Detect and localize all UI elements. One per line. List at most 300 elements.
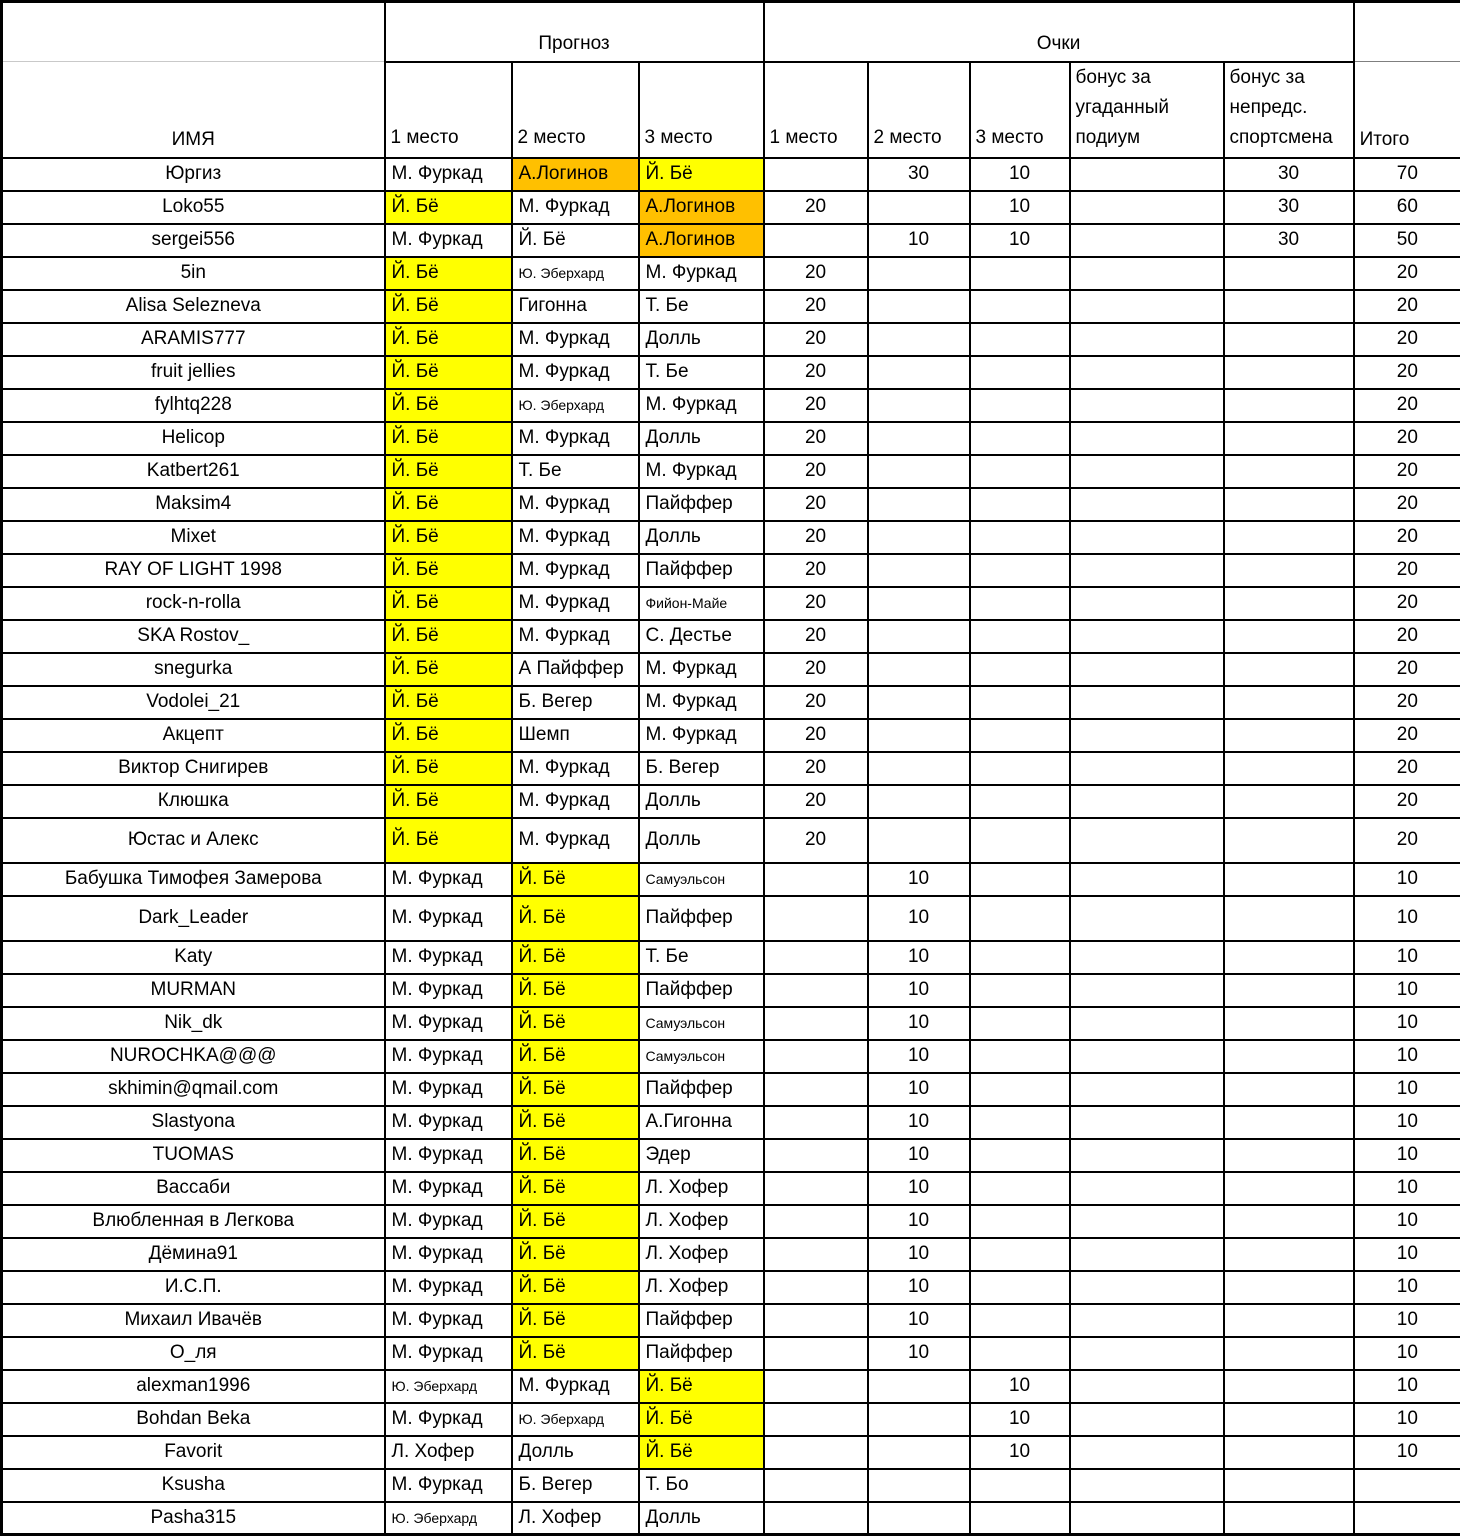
bonus-unpredicted-cell	[1224, 785, 1354, 818]
prediction-place3-cell: Пайффер	[639, 488, 764, 521]
prediction-place2-cell: Й. Бё	[512, 1139, 639, 1172]
subheader-points-place1: 1 место	[764, 62, 868, 158]
points-place2-cell	[868, 1403, 970, 1436]
points-place3-cell	[970, 719, 1070, 752]
points-place1-cell	[764, 1172, 868, 1205]
prediction-place1-cell: Й. Бё	[385, 719, 512, 752]
prediction-place1-cell: Й. Бё	[385, 488, 512, 521]
prediction-place2-cell: М. Фуркад	[512, 323, 639, 356]
prediction-place1-cell: М. Фуркад	[385, 1139, 512, 1172]
points-place3-cell	[970, 1238, 1070, 1271]
prediction-place3-cell: Т. Бе	[639, 941, 764, 974]
prediction-place3-cell: С. Дестье	[639, 620, 764, 653]
prediction-place3-cell: Самуэльсон	[639, 1007, 764, 1040]
player-name-cell: rock-n-rolla	[2, 587, 385, 620]
total-cell: 50	[1354, 224, 1460, 257]
bonus-unpredicted-cell	[1224, 488, 1354, 521]
points-place2-cell	[868, 389, 970, 422]
prediction-place2-cell: М. Фуркад	[512, 554, 639, 587]
points-place2-cell: 30	[868, 158, 970, 191]
bonus-podium-cell	[1070, 1139, 1224, 1172]
points-place2-cell	[868, 686, 970, 719]
points-place2-cell	[868, 1469, 970, 1502]
bonus-podium-cell	[1070, 521, 1224, 554]
player-name-cell: О_ля	[2, 1337, 385, 1370]
prediction-place2-cell: Й. Бё	[512, 941, 639, 974]
player-name-cell: Pasha315	[2, 1502, 385, 1535]
section-header-points: Очки	[764, 2, 1354, 62]
header-row-sections	[2, 2, 1460, 62]
prediction-place3-cell: Пайффер	[639, 1337, 764, 1370]
points-place3-cell	[970, 896, 1070, 941]
total-cell: 10	[1354, 1205, 1460, 1238]
points-place2-cell	[868, 488, 970, 521]
player-name-cell: alexman1996	[2, 1370, 385, 1403]
prediction-place1-cell: М. Фуркад	[385, 158, 512, 191]
col-header-total-label: Итого	[1359, 128, 1410, 150]
bonus-unpredicted-cell: 30	[1224, 224, 1354, 257]
bonus-unpredicted-cell	[1224, 422, 1354, 455]
points-place1-cell: 20	[764, 257, 868, 290]
prediction-place1-cell: М. Фуркад	[385, 1172, 512, 1205]
player-name-cell: SKA Rostov_	[2, 620, 385, 653]
prediction-place1-cell: М. Фуркад	[385, 1469, 512, 1502]
table-row	[2, 158, 1460, 191]
prediction-place2-cell: М. Фуркад	[512, 1370, 639, 1403]
total-cell: 20	[1354, 785, 1460, 818]
total-cell: 10	[1354, 1403, 1460, 1436]
points-place2-cell	[868, 455, 970, 488]
prediction-place2-cell: Ю. Эберхард	[512, 1403, 639, 1436]
bonus-unpredicted-cell	[1224, 896, 1354, 941]
bonus-podium-cell	[1070, 1238, 1224, 1271]
total-cell: 20	[1354, 356, 1460, 389]
points-place3-cell: 10	[970, 224, 1070, 257]
prediction-place2-cell: Гигонна	[512, 290, 639, 323]
col-header-name	[2, 2, 385, 158]
bonus-podium-cell	[1070, 818, 1224, 863]
bonus-unpredicted-cell: 30	[1224, 191, 1354, 224]
prediction-place1-cell: Й. Бё	[385, 389, 512, 422]
points-place2-cell: 10	[868, 224, 970, 257]
bonus-unpredicted-cell	[1224, 1073, 1354, 1106]
points-place1-cell: 20	[764, 488, 868, 521]
player-name-cell: fylhtq228	[2, 389, 385, 422]
bonus-unpredicted-cell	[1224, 1139, 1354, 1172]
player-name-cell: Katy	[2, 941, 385, 974]
table-row	[2, 653, 1460, 686]
prediction-place3-cell: Т. Бе	[639, 290, 764, 323]
prediction-place3-cell: Пайффер	[639, 896, 764, 941]
player-name-cell: snegurka	[2, 653, 385, 686]
table-row	[2, 818, 1460, 863]
subheader-bonus-podium: бонус за угаданный подиум	[1070, 62, 1224, 158]
points-place3-cell	[970, 686, 1070, 719]
table-row	[2, 1007, 1460, 1040]
points-place1-cell	[764, 224, 868, 257]
points-place2-cell: 10	[868, 1304, 970, 1337]
points-place2-cell	[868, 257, 970, 290]
player-name-cell: Slastyona	[2, 1106, 385, 1139]
player-name-cell: skhimin@qmail.com	[2, 1073, 385, 1106]
points-place2-cell: 10	[868, 1172, 970, 1205]
bonus-podium-cell	[1070, 290, 1224, 323]
points-place3-cell: 10	[970, 191, 1070, 224]
bonus-unpredicted-cell	[1224, 257, 1354, 290]
player-name-cell: Виктор Снигирев	[2, 752, 385, 785]
player-name-cell: Loko55	[2, 191, 385, 224]
total-cell	[1354, 1469, 1460, 1502]
prediction-place2-cell: М. Фуркад	[512, 422, 639, 455]
points-place1-cell	[764, 941, 868, 974]
total-cell	[1354, 1502, 1460, 1535]
total-cell: 10	[1354, 1073, 1460, 1106]
points-place2-cell	[868, 323, 970, 356]
points-place3-cell	[970, 323, 1070, 356]
bonus-podium-cell	[1070, 1436, 1224, 1469]
points-place3-cell	[970, 290, 1070, 323]
bonus-podium-cell	[1070, 1073, 1224, 1106]
prediction-place2-cell: М. Фуркад	[512, 620, 639, 653]
prediction-place1-cell: М. Фуркад	[385, 1337, 512, 1370]
bonus-unpredicted-cell	[1224, 863, 1354, 896]
points-place2-cell: 10	[868, 863, 970, 896]
bonus-podium-cell	[1070, 455, 1224, 488]
table-row	[2, 323, 1460, 356]
bonus-podium-cell	[1070, 941, 1224, 974]
prediction-place2-cell: Й. Бё	[512, 896, 639, 941]
bonus-unpredicted-cell	[1224, 653, 1354, 686]
subheader-forecast-place3: 3 место	[639, 62, 764, 158]
points-place1-cell: 20	[764, 422, 868, 455]
total-cell: 60	[1354, 191, 1460, 224]
points-place3-cell	[970, 554, 1070, 587]
player-name-cell: RAY OF LIGHT 1998	[2, 554, 385, 587]
prediction-place3-cell: Пайффер	[639, 1304, 764, 1337]
table-row	[2, 257, 1460, 290]
total-cell: 10	[1354, 1238, 1460, 1271]
player-name-cell: 5in	[2, 257, 385, 290]
total-cell: 10	[1354, 941, 1460, 974]
bonus-podium-cell	[1070, 554, 1224, 587]
player-name-cell: Ksusha	[2, 1469, 385, 1502]
prediction-place1-cell: Ю. Эберхард	[385, 1502, 512, 1535]
total-cell: 20	[1354, 653, 1460, 686]
prediction-place3-cell: Долль	[639, 1502, 764, 1535]
prediction-place3-cell: М. Фуркад	[639, 686, 764, 719]
total-cell: 20	[1354, 686, 1460, 719]
table-row	[2, 1469, 1460, 1502]
bonus-podium-cell	[1070, 1007, 1224, 1040]
bonus-unpredicted-cell	[1224, 290, 1354, 323]
total-cell: 20	[1354, 257, 1460, 290]
player-name-cell: Вассаби	[2, 1172, 385, 1205]
player-name-cell: Клюшка	[2, 785, 385, 818]
points-place2-cell: 10	[868, 974, 970, 1007]
bonus-podium-cell	[1070, 863, 1224, 896]
total-cell: 10	[1354, 1007, 1460, 1040]
points-place2-cell: 10	[868, 1040, 970, 1073]
points-place2-cell: 10	[868, 1205, 970, 1238]
total-cell: 20	[1354, 488, 1460, 521]
total-cell: 20	[1354, 818, 1460, 863]
points-place2-cell: 10	[868, 896, 970, 941]
prediction-place2-cell: Т. Бе	[512, 455, 639, 488]
points-place1-cell	[764, 1238, 868, 1271]
bonus-podium-cell	[1070, 974, 1224, 1007]
subheader-forecast-place2: 2 место	[512, 62, 639, 158]
table-row	[2, 191, 1460, 224]
prediction-place3-cell: Самуэльсон	[639, 1040, 764, 1073]
points-place1-cell: 20	[764, 686, 868, 719]
bonus-unpredicted-cell	[1224, 1205, 1354, 1238]
player-name-cell: Юргиз	[2, 158, 385, 191]
player-name-cell: Maksim4	[2, 488, 385, 521]
total-cell: 10	[1354, 1139, 1460, 1172]
points-place3-cell	[970, 974, 1070, 1007]
player-name-cell: И.С.П.	[2, 1271, 385, 1304]
points-place1-cell	[764, 1040, 868, 1073]
prediction-place3-cell: Долль	[639, 323, 764, 356]
prediction-place3-cell: А.Гигонна	[639, 1106, 764, 1139]
table-row	[2, 686, 1460, 719]
prediction-place1-cell: М. Фуркад	[385, 1007, 512, 1040]
points-place3-cell	[970, 1337, 1070, 1370]
bonus-unpredicted-cell	[1224, 1040, 1354, 1073]
prediction-place3-cell: Пайффер	[639, 974, 764, 1007]
table-row	[2, 290, 1460, 323]
prediction-place3-cell: Л. Хофер	[639, 1205, 764, 1238]
subheader-points-place2: 2 место	[868, 62, 970, 158]
subheader-points-place3: 3 место	[970, 62, 1070, 158]
points-place2-cell: 10	[868, 1106, 970, 1139]
prediction-place3-cell: А.Логинов	[639, 191, 764, 224]
points-place2-cell	[868, 752, 970, 785]
points-place2-cell: 10	[868, 1139, 970, 1172]
prediction-place2-cell: Й. Бё	[512, 974, 639, 1007]
points-place1-cell	[764, 1436, 868, 1469]
bonus-unpredicted-cell	[1224, 1337, 1354, 1370]
prediction-place2-cell: Й. Бё	[512, 1172, 639, 1205]
points-place3-cell	[970, 488, 1070, 521]
points-place1-cell	[764, 1007, 868, 1040]
prediction-place1-cell: М. Фуркад	[385, 1271, 512, 1304]
bonus-unpredicted-cell	[1224, 1370, 1354, 1403]
points-place1-cell: 20	[764, 356, 868, 389]
points-place1-cell: 20	[764, 752, 868, 785]
prediction-place2-cell: Й. Бё	[512, 224, 639, 257]
points-place1-cell	[764, 1370, 868, 1403]
points-place3-cell: 10	[970, 1436, 1070, 1469]
bonus-podium-cell	[1070, 1205, 1224, 1238]
player-name-cell: fruit jellies	[2, 356, 385, 389]
total-cell: 10	[1354, 1337, 1460, 1370]
total-cell: 10	[1354, 896, 1460, 941]
bonus-unpredicted-cell	[1224, 455, 1354, 488]
prediction-place1-cell: Й. Бё	[385, 455, 512, 488]
points-place3-cell	[970, 1139, 1070, 1172]
points-place2-cell: 10	[868, 1337, 970, 1370]
points-place1-cell: 20	[764, 620, 868, 653]
prediction-place3-cell: Пайффер	[639, 554, 764, 587]
player-name-cell: Alisa Selezneva	[2, 290, 385, 323]
prediction-place1-cell: Й. Бё	[385, 587, 512, 620]
prediction-place2-cell: М. Фуркад	[512, 521, 639, 554]
points-place1-cell	[764, 1106, 868, 1139]
prediction-place1-cell: М. Фуркад	[385, 1205, 512, 1238]
prediction-place1-cell: М. Фуркад	[385, 974, 512, 1007]
prediction-place2-cell: Й. Бё	[512, 1040, 639, 1073]
bonus-unpredicted-cell	[1224, 974, 1354, 1007]
total-cell: 20	[1354, 422, 1460, 455]
points-place2-cell	[868, 1502, 970, 1535]
table-row	[2, 896, 1460, 941]
player-name-cell: Helicop	[2, 422, 385, 455]
points-place3-cell	[970, 1205, 1070, 1238]
prediction-place2-cell: Ю. Эберхард	[512, 389, 639, 422]
table-row	[2, 554, 1460, 587]
section-header-forecast: Прогноз	[385, 2, 764, 62]
total-cell: 10	[1354, 1370, 1460, 1403]
points-place3-cell	[970, 752, 1070, 785]
table-row	[2, 488, 1460, 521]
total-cell: 10	[1354, 1172, 1460, 1205]
prediction-place2-cell: М. Фуркад	[512, 356, 639, 389]
points-place3-cell: 10	[970, 1403, 1070, 1436]
prediction-place2-cell: Й. Бё	[512, 1205, 639, 1238]
bonus-unpredicted-cell	[1224, 818, 1354, 863]
bonus-podium-cell	[1070, 653, 1224, 686]
prediction-place2-cell: Й. Бё	[512, 863, 639, 896]
total-cell: 20	[1354, 323, 1460, 356]
bonus-podium-cell	[1070, 1304, 1224, 1337]
bonus-unpredicted-cell	[1224, 587, 1354, 620]
total-cell: 20	[1354, 554, 1460, 587]
points-place2-cell: 10	[868, 1007, 970, 1040]
bonus-podium-cell	[1070, 224, 1224, 257]
table-row	[2, 719, 1460, 752]
bonus-unpredicted-cell	[1224, 554, 1354, 587]
bonus-unpredicted-cell	[1224, 1007, 1354, 1040]
points-place2-cell: 10	[868, 1271, 970, 1304]
prediction-place2-cell: Шемп	[512, 719, 639, 752]
prediction-place2-cell: Ю. Эберхард	[512, 257, 639, 290]
table-row	[2, 1205, 1460, 1238]
points-place3-cell: 10	[970, 1370, 1070, 1403]
points-place3-cell	[970, 1469, 1070, 1502]
prediction-place1-cell: М. Фуркад	[385, 1040, 512, 1073]
total-cell: 20	[1354, 752, 1460, 785]
prediction-place3-cell: Л. Хофер	[639, 1172, 764, 1205]
prediction-place1-cell: М. Фуркад	[385, 1073, 512, 1106]
total-cell: 10	[1354, 1271, 1460, 1304]
table-row	[2, 1502, 1460, 1535]
table-row	[2, 455, 1460, 488]
divider	[3, 61, 384, 62]
bonus-unpredicted-cell	[1224, 389, 1354, 422]
points-place3-cell	[970, 257, 1070, 290]
prediction-place3-cell: Т. Бе	[639, 356, 764, 389]
total-cell: 10	[1354, 863, 1460, 896]
table-row	[2, 1172, 1460, 1205]
points-place1-cell	[764, 1502, 868, 1535]
bonus-podium-cell	[1070, 257, 1224, 290]
prediction-place3-cell: Й. Бё	[639, 1403, 764, 1436]
points-place3-cell	[970, 1073, 1070, 1106]
total-cell: 10	[1354, 1106, 1460, 1139]
table-row	[2, 1370, 1460, 1403]
bonus-unpredicted-cell	[1224, 1469, 1354, 1502]
prediction-place2-cell: М. Фуркад	[512, 818, 639, 863]
table-row	[2, 863, 1460, 896]
prediction-place1-cell: М. Фуркад	[385, 1106, 512, 1139]
bonus-podium-cell	[1070, 389, 1224, 422]
prediction-place3-cell: Самуэльсон	[639, 863, 764, 896]
prediction-place3-cell: М. Фуркад	[639, 389, 764, 422]
bonus-unpredicted-cell	[1224, 941, 1354, 974]
player-name-cell: Nik_dk	[2, 1007, 385, 1040]
total-cell: 10	[1354, 1304, 1460, 1337]
divider	[1355, 61, 1460, 62]
prediction-place3-cell: Л. Хофер	[639, 1238, 764, 1271]
points-place2-cell	[868, 818, 970, 863]
prediction-place1-cell: Ю. Эберхард	[385, 1370, 512, 1403]
prediction-place2-cell: Й. Бё	[512, 1337, 639, 1370]
points-place3-cell	[970, 1040, 1070, 1073]
points-place2-cell	[868, 554, 970, 587]
prediction-place3-cell: Долль	[639, 521, 764, 554]
bonus-unpredicted-cell	[1224, 686, 1354, 719]
total-cell: 20	[1354, 587, 1460, 620]
prediction-place3-cell: М. Фуркад	[639, 719, 764, 752]
points-place2-cell	[868, 521, 970, 554]
points-place1-cell	[764, 863, 868, 896]
prediction-place1-cell: Й. Бё	[385, 356, 512, 389]
table-row	[2, 752, 1460, 785]
table-row	[2, 1304, 1460, 1337]
points-place3-cell	[970, 587, 1070, 620]
table-row	[2, 587, 1460, 620]
prediction-place3-cell: Б. Вегер	[639, 752, 764, 785]
bonus-unpredicted-cell	[1224, 1106, 1354, 1139]
points-place3-cell	[970, 1304, 1070, 1337]
table-row	[2, 356, 1460, 389]
bonus-podium-cell	[1070, 323, 1224, 356]
points-place3-cell	[970, 1007, 1070, 1040]
prediction-place1-cell: Й. Бё	[385, 257, 512, 290]
prediction-place3-cell: М. Фуркад	[639, 455, 764, 488]
points-place1-cell	[764, 1403, 868, 1436]
subheader-bonus-unpredicted: бонус за непредс. спортсмена	[1224, 62, 1354, 158]
table-row	[2, 974, 1460, 1007]
bonus-podium-cell	[1070, 620, 1224, 653]
table-row	[2, 422, 1460, 455]
prediction-place2-cell: Й. Бё	[512, 1073, 639, 1106]
points-place2-cell	[868, 422, 970, 455]
points-place1-cell	[764, 1205, 868, 1238]
points-place3-cell	[970, 1172, 1070, 1205]
bonus-unpredicted-cell	[1224, 1238, 1354, 1271]
points-place1-cell	[764, 1271, 868, 1304]
bonus-unpredicted-cell	[1224, 620, 1354, 653]
prediction-place1-cell: М. Фуркад	[385, 224, 512, 257]
bonus-podium-cell	[1070, 785, 1224, 818]
prediction-place1-cell: М. Фуркад	[385, 1238, 512, 1271]
points-place2-cell	[868, 356, 970, 389]
total-cell: 70	[1354, 158, 1460, 191]
col-header-name-label: ИМЯ	[171, 128, 215, 150]
points-place3-cell	[970, 1271, 1070, 1304]
